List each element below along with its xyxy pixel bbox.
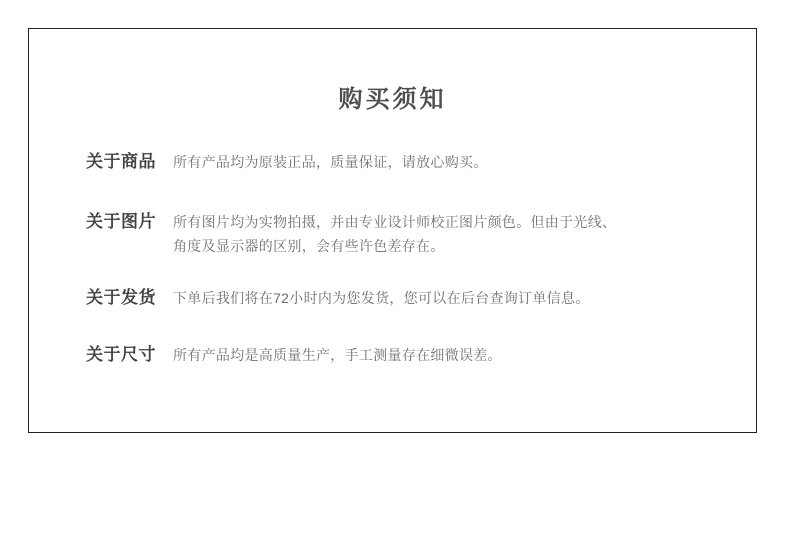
row-label-product: 关于商品: [86, 152, 156, 171]
notice-row-images: [86, 210, 716, 258]
row-text-shipping: [173, 286, 716, 310]
notice-row-product: [86, 150, 716, 174]
row-text-size: [173, 343, 716, 367]
notice-title: 购买须知: [338, 86, 447, 113]
row-text-line: 所有产品均为原装正品，质量保证，请放心购买。: [173, 154, 488, 170]
page: [0, 28, 790, 433]
row-text-line: 角度及显示器的区别，会有些许色差存在。: [173, 238, 445, 254]
row-text-line: 所有产品均是高质量生产，手工测量存在细微误差。: [173, 347, 502, 363]
row-text-line: 下单后我们将在72小时内为您发货，您可以在后台查询订单信息。: [173, 290, 590, 306]
purchase-notice-card: [28, 28, 757, 433]
row-label-size: 关于尺寸: [86, 345, 156, 364]
notice-row-shipping: [86, 286, 716, 310]
row-text-images: [173, 210, 716, 258]
row-label-shipping: 关于发货: [86, 288, 156, 307]
row-label-images: 关于图片: [86, 212, 156, 231]
notice-row-size: [86, 343, 716, 367]
row-text-line: 所有图片均为实物拍摄，并由专业设计师校正图片颜色。但由于光线、: [173, 214, 617, 230]
row-text-product: [173, 150, 716, 174]
notice-rows: [86, 150, 716, 367]
